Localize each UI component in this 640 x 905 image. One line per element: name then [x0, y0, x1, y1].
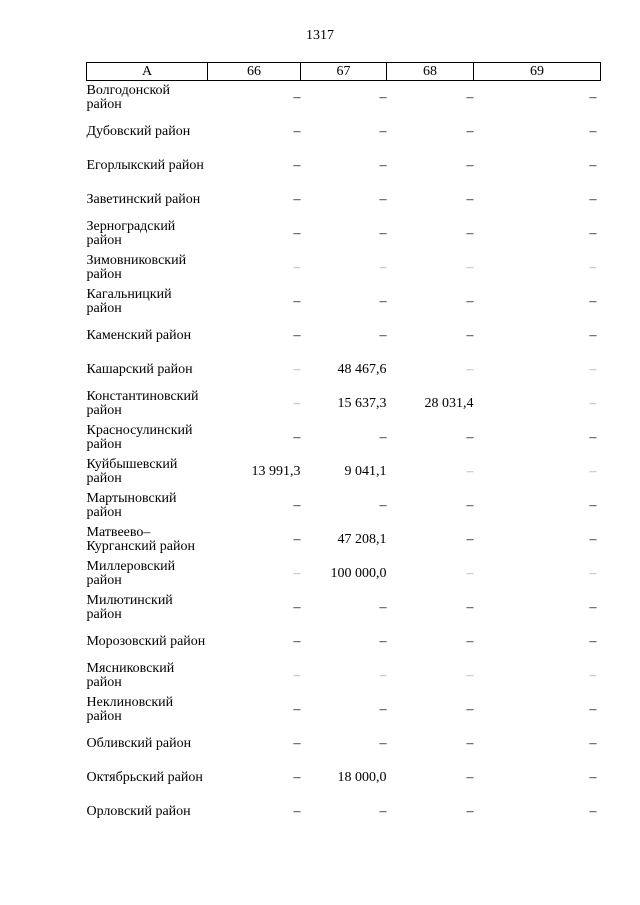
cell-col-68: –: [466, 464, 474, 479]
cell-col-67: –: [379, 600, 387, 615]
table-row: [87, 455, 601, 489]
table-row: [87, 149, 601, 183]
table-row: [87, 251, 601, 285]
cell-col-66: –: [293, 124, 301, 139]
table-row: [87, 217, 601, 251]
cell-col-67: –: [379, 736, 387, 751]
district-name: Неклиновский район: [86, 695, 174, 724]
cell-col-69: –: [589, 362, 597, 377]
column-header-66: 66: [208, 63, 301, 81]
table-row: [87, 761, 601, 795]
cell-col-66: –: [293, 770, 301, 785]
table-row: [87, 727, 601, 761]
cell-col-68: –: [466, 634, 474, 649]
cell-col-66: –: [293, 668, 301, 683]
district-name: Волгодонской район: [86, 83, 171, 112]
cell-col-67: 15 637,3: [337, 396, 387, 411]
cell-col-68: –: [466, 736, 474, 751]
district-name: Морозовский район: [86, 634, 206, 649]
cell-col-68: –: [466, 192, 474, 207]
cell-col-66: –: [293, 430, 301, 445]
cell-col-66: –: [293, 634, 301, 649]
district-name: Каменский район: [86, 328, 192, 343]
cell-col-67: 47 208,1: [337, 532, 387, 547]
column-header-67: 67: [301, 63, 387, 81]
cell-col-68: –: [466, 498, 474, 513]
district-name: Константиновский район: [86, 389, 199, 418]
table-row: [87, 659, 601, 693]
column-header-68: 68: [387, 63, 474, 81]
cell-col-67: –: [379, 294, 387, 309]
cell-col-69: –: [589, 226, 597, 241]
district-name: Егорлыкский район: [86, 158, 204, 173]
cell-col-69: –: [589, 668, 597, 683]
cell-col-66: –: [293, 90, 301, 105]
cell-col-66: –: [293, 192, 301, 207]
district-name: Орловский район: [86, 804, 191, 819]
cell-col-69: –: [589, 90, 597, 105]
cell-col-69: –: [589, 464, 597, 479]
cell-col-66: –: [293, 532, 301, 547]
cell-col-68: –: [466, 430, 474, 445]
cell-col-66: –: [293, 260, 301, 275]
cell-col-66: –: [293, 294, 301, 309]
cell-col-69: –: [589, 566, 597, 581]
cell-col-66: –: [293, 702, 301, 717]
cell-col-69: –: [589, 396, 597, 411]
cell-col-68: –: [466, 770, 474, 785]
cell-col-68: 28 031,4: [424, 396, 474, 411]
district-name: Дубовский район: [86, 124, 191, 139]
cell-col-67: –: [379, 192, 387, 207]
table-row: [87, 557, 601, 591]
cell-col-68: –: [466, 600, 474, 615]
table-row: [87, 421, 601, 455]
cell-col-67: 100 000,0: [330, 566, 387, 581]
cell-col-67: –: [379, 804, 387, 819]
cell-col-66: –: [293, 362, 301, 377]
district-name: Мясниковский район: [86, 661, 175, 690]
cell-col-69: –: [589, 736, 597, 751]
table-row: [87, 81, 601, 116]
cell-col-69: –: [589, 158, 597, 173]
cell-col-69: –: [589, 770, 597, 785]
cell-col-67: 18 000,0: [337, 770, 387, 785]
cell-col-67: –: [379, 226, 387, 241]
cell-col-66: 13 991,3: [251, 464, 301, 479]
table-row: [87, 115, 601, 149]
district-name: Кашарский район: [86, 362, 193, 377]
cell-col-67: –: [379, 634, 387, 649]
cell-col-66: –: [293, 328, 301, 343]
district-name: Заветинский район: [86, 192, 201, 207]
district-name: Октябрьский район: [86, 770, 203, 785]
cell-col-66: –: [293, 498, 301, 513]
district-name: Куйбышевский район: [86, 457, 178, 486]
cell-col-69: –: [589, 260, 597, 275]
cell-col-69: –: [589, 600, 597, 615]
column-header-name: А: [87, 63, 208, 81]
table-row: [87, 489, 601, 523]
table-row: [87, 353, 601, 387]
district-name: Мартыновский район: [86, 491, 177, 520]
table-row: [87, 285, 601, 319]
cell-col-66: –: [293, 736, 301, 751]
cell-col-67: 9 041,1: [344, 464, 387, 479]
cell-col-68: –: [466, 124, 474, 139]
table-row: [87, 795, 601, 829]
cell-col-68: –: [466, 668, 474, 683]
cell-col-68: –: [466, 702, 474, 717]
cell-col-67: –: [379, 668, 387, 683]
cell-col-67: –: [379, 124, 387, 139]
district-name: Милютинский район: [86, 593, 173, 622]
table-row: [87, 523, 601, 557]
cell-col-67: 48 467,6: [337, 362, 387, 377]
table-row: [87, 319, 601, 353]
data-table: [86, 62, 601, 829]
cell-col-69: –: [589, 498, 597, 513]
district-name: Зимовниковский район: [86, 253, 187, 282]
cell-col-67: –: [379, 702, 387, 717]
cell-col-69: –: [589, 804, 597, 819]
cell-col-69: –: [589, 532, 597, 547]
cell-col-66: –: [293, 226, 301, 241]
cell-col-69: –: [589, 702, 597, 717]
cell-col-68: –: [466, 328, 474, 343]
table-row: [87, 591, 601, 625]
district-name: Матвеево–Курганский район: [86, 525, 195, 554]
cell-col-66: –: [293, 396, 301, 411]
cell-col-69: –: [589, 430, 597, 445]
cell-col-67: –: [379, 498, 387, 513]
table-row: [87, 625, 601, 659]
cell-col-67: –: [379, 430, 387, 445]
cell-col-66: –: [293, 804, 301, 819]
district-name: Кагальницкий район: [86, 287, 172, 316]
table-row: [87, 693, 601, 727]
cell-col-69: –: [589, 294, 597, 309]
cell-col-68: –: [466, 566, 474, 581]
cell-col-66: –: [293, 566, 301, 581]
cell-col-68: –: [466, 294, 474, 309]
cell-col-68: –: [466, 532, 474, 547]
cell-col-67: –: [379, 328, 387, 343]
district-name: Зерноградский район: [86, 219, 176, 248]
header-row: [87, 63, 601, 81]
cell-col-67: –: [379, 158, 387, 173]
page-number: 1317: [306, 28, 334, 43]
cell-col-68: –: [466, 158, 474, 173]
cell-col-69: –: [589, 124, 597, 139]
cell-col-68: –: [466, 804, 474, 819]
cell-col-68: –: [466, 90, 474, 105]
cell-col-69: –: [589, 328, 597, 343]
cell-col-68: –: [466, 362, 474, 377]
cell-col-66: –: [293, 600, 301, 615]
cell-col-69: –: [589, 634, 597, 649]
cell-col-68: –: [466, 260, 474, 275]
cell-col-69: –: [589, 192, 597, 207]
table-row: [87, 183, 601, 217]
district-name: Красносулинский район: [86, 423, 193, 452]
district-name: Обливский район: [86, 736, 192, 751]
cell-col-68: –: [466, 226, 474, 241]
cell-col-66: –: [293, 158, 301, 173]
district-name: Миллеровский район: [86, 559, 176, 588]
cell-col-67: –: [379, 90, 387, 105]
table-row: [87, 387, 601, 421]
column-header-69: 69: [474, 63, 601, 81]
cell-col-67: –: [379, 260, 387, 275]
